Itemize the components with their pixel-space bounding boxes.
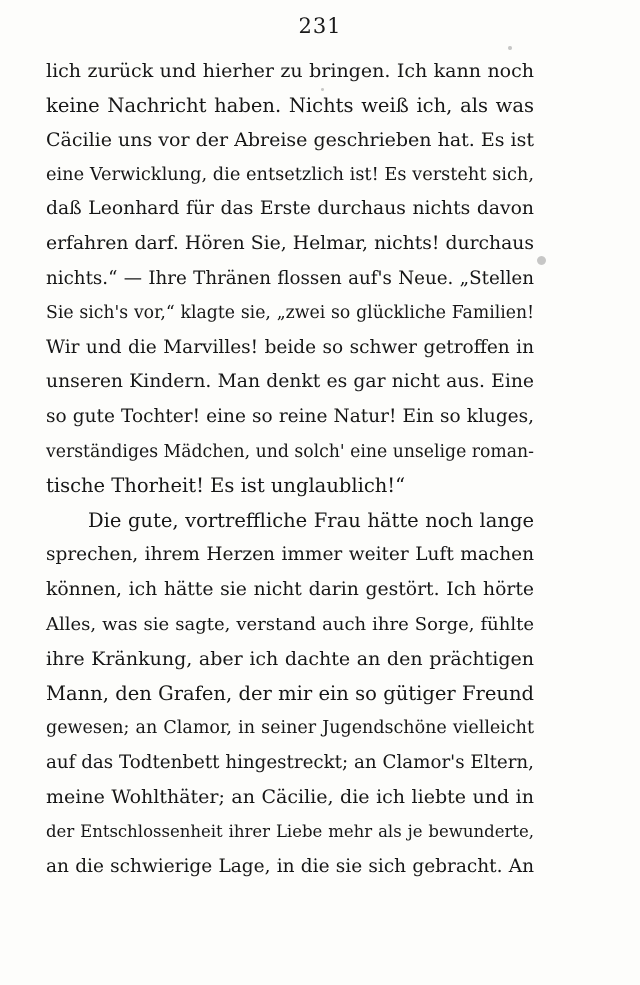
text-line: ihre Kränkung, aber ich dachte an den prächtigen	[46, 648, 534, 671]
text-line: Cäcilie uns vor der Abreise geschrieben hat. Es ist	[46, 129, 534, 152]
paper-speck	[508, 46, 512, 50]
text-line: auf das Todtenbett hingestreckt; an Clamor's Eltern,	[46, 751, 534, 773]
text-line: können, ich hätte sie nicht darin gestört. Ich hörte	[46, 578, 534, 600]
text-line: daß Leonhard für das Erste durchaus nichts davon	[46, 198, 534, 220]
paragraph-start-line: Die gute, vortreffliche Frau hätte noch lange	[88, 508, 534, 532]
paper-speck	[321, 88, 324, 91]
text-line: erfahren darf. Hören Sie, Helmar, nichts! durchaus	[46, 232, 534, 254]
text-line: Alles, was sie sagte, verstand auch ihre Sorge, fühlte	[46, 613, 534, 635]
text-line: gewesen; an Clamor, in seiner Jugendschöne vielleicht	[46, 718, 534, 739]
body-text	[46, 54, 534, 884]
text-line: der Entschlossenheit ihrer Liebe mehr als je bewunderte,	[46, 822, 534, 842]
text-line: nichts.“ — Ihre Thränen flossen auf's Neue. „Stellen	[46, 267, 534, 289]
text-line: verständiges Mädchen, und solch' eine unselige roman-	[46, 441, 534, 462]
page-number: 231	[298, 14, 342, 38]
text-line: so gute Tochter! eine so reine Natur! Ein so kluges,	[46, 405, 534, 427]
text-line: keine Nachricht haben. Nichts weiß ich, als was	[46, 93, 534, 117]
text-line: Wir und die Marvilles! beide so schwer getroffen in	[46, 336, 534, 358]
text-line: Sie sich's vor,“ klagte sie, „zwei so glückliche Familien!	[46, 303, 534, 324]
text-line: eine Verwicklung, die entsetzlich ist! Es versteht sich,	[46, 164, 534, 185]
text-line: Mann, den Grafen, der mir ein so gütiger Freund	[46, 681, 534, 705]
text-line: unseren Kindern. Man denkt es gar nicht aus. Eine	[46, 371, 534, 393]
paper-speck	[537, 256, 546, 265]
text-line: lich zurück und hierher zu bringen. Ich kann noch	[46, 60, 534, 82]
text-line: an die schwierige Lage, in die sie sich gebracht. An	[46, 855, 534, 877]
text-line: sprechen, ihrem Herzen immer weiter Luft machen	[46, 544, 534, 566]
paragraph-end-line: tische Thorheit! Es ist unglaublich!“	[46, 474, 406, 498]
text-line: meine Wohlthäter; an Cäcilie, die ich liebte und in	[46, 786, 534, 809]
